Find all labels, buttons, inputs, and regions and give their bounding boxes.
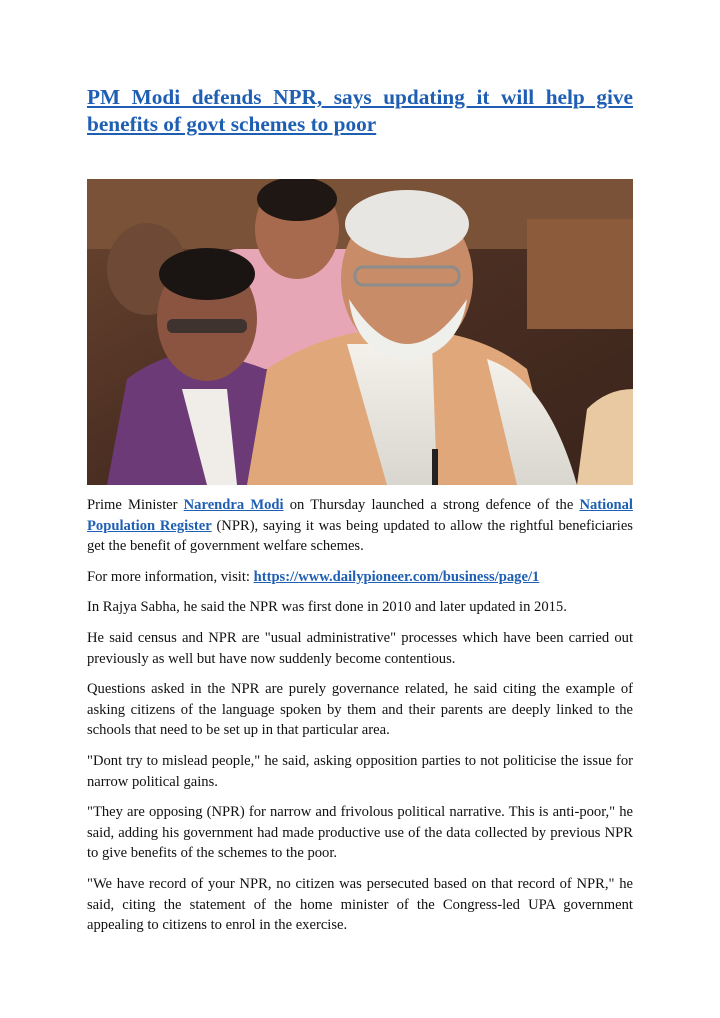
paragraph: "We have record of your NPR, no citizen was persecuted based on that record of NPR," he said, citing the statement of the home minister of the Congress-led UPA government appealing to citizens to enrol in the exercise. (87, 875, 633, 934)
paragraph-intro: Prime Minister Narendra Modi on Thursday launched a strong defence of the National Population Register (NPR), saying it was being updated to allow the rightful beneficiaries get the benefit of government welfare schemes. (87, 497, 633, 555)
headline-link[interactable]: PM Modi defends NPR, says updating it will help give benefits of govt schemes to poor (87, 85, 633, 136)
article-body (87, 495, 633, 946)
more-info-link[interactable]: https://www.dailypioneer.com/business/page/1 (253, 568, 540, 585)
headline (87, 84, 633, 138)
paragraph: "Dont try to mislead people," he said, asking opposition parties to not politicise the issue for narrow political gains. (87, 752, 633, 790)
paragraph: He said census and NPR are "usual administrative" processes which have been carried out previously as well but have now suddenly become contentious. (87, 629, 633, 667)
article-photo (87, 179, 633, 485)
link-national-population-register[interactable]: National Population Register (87, 497, 633, 534)
paragraph: In Rajya Sabha, he said the NPR was first done in 2010 and later updated in 2015. (87, 599, 567, 616)
paragraph: Questions asked in the NPR are purely governance related, he said citing the example of asking citizens of the language spoken by them and their parents are deeply linked to the schools that need to be set up in that particular area. (87, 681, 633, 739)
link-narendra-modi[interactable]: Narendra Modi (183, 497, 284, 513)
more-info: For more information, visit: https://www.dailypioneer.com/business/page/1 (87, 568, 540, 585)
paragraph: "They are opposing (NPR) for narrow and frivolous political narrative. This is anti-poor," he said, adding his government had made productive use of the data collected by previous NPR to give benefits of the schemes to the poor. (87, 804, 633, 862)
